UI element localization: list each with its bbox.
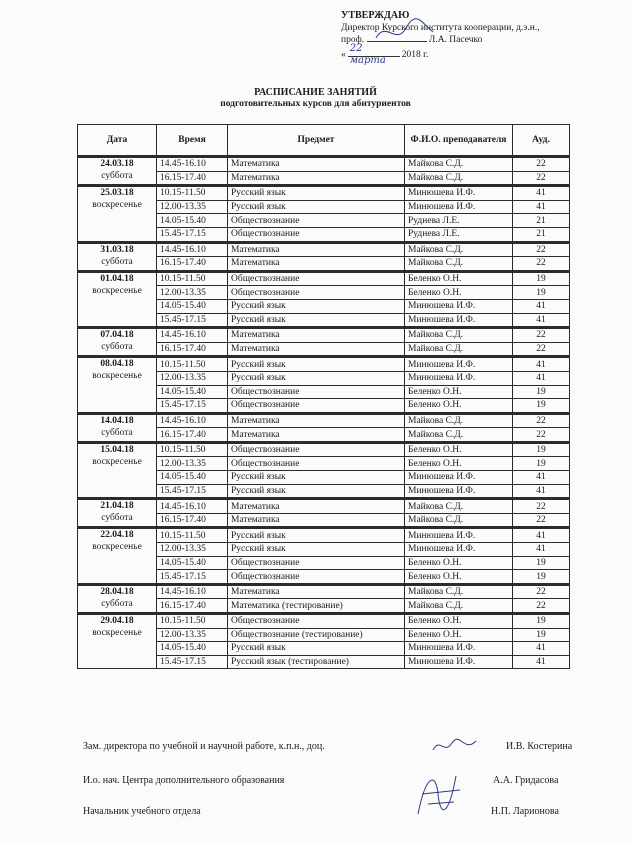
- time-cell: 15.45-17.15: [157, 655, 228, 669]
- time-cell: 14.45-16.10: [157, 413, 228, 428]
- time-cell: 14.45-16.10: [157, 584, 228, 599]
- teacher-cell: Майкова С.Д.: [405, 171, 513, 186]
- teacher-cell: Минюшева И.Ф.: [405, 655, 513, 669]
- sign2-name: А.А. Гридасова: [493, 775, 559, 786]
- teacher-cell: Минюшева И.Ф.: [405, 484, 513, 499]
- weekday: воскресенье: [92, 200, 142, 211]
- date-value: 29.04.18: [100, 616, 134, 626]
- time-cell: 16.15-17.40: [157, 513, 228, 528]
- teacher-cell: Майкова С.Д.: [405, 328, 513, 343]
- room-cell: 19: [513, 570, 570, 585]
- subject-cell: Обществознание: [228, 442, 405, 457]
- schedule-body: [78, 157, 570, 669]
- approval-line2: проф. Л.А. Пасечко: [341, 35, 483, 45]
- room-cell: 22: [513, 513, 570, 528]
- room-cell: 19: [513, 286, 570, 300]
- date-value: 31.03.18: [100, 244, 134, 255]
- teacher-cell: Майкова С.Д.: [405, 599, 513, 614]
- room-cell: 41: [513, 313, 570, 328]
- room-cell: 19: [513, 457, 570, 471]
- table-row: [78, 528, 570, 543]
- teacher-cell: Минюшева И.Ф.: [405, 299, 513, 313]
- weekday: воскресенье: [92, 628, 142, 638]
- date-cell: [78, 328, 157, 357]
- subject-cell: Русский язык: [228, 357, 405, 372]
- room-cell: 22: [513, 242, 570, 257]
- subject-cell: Математика: [228, 428, 405, 443]
- date-cell: [78, 584, 157, 613]
- table-row: [78, 186, 570, 201]
- weekday: суббота: [101, 342, 133, 353]
- signature-mark-1: [430, 735, 480, 757]
- date-value: 25.03.18: [100, 188, 134, 199]
- time-cell: 12.00-13.35: [157, 543, 228, 557]
- sign2-role: И.о. нач. Центра дополнительного образования: [83, 775, 285, 786]
- teacher-cell: Майкова С.Д.: [405, 428, 513, 443]
- time-cell: 10.15-11.50: [157, 357, 228, 372]
- time-cell: 10.15-11.50: [157, 271, 228, 286]
- room-cell: 41: [513, 543, 570, 557]
- approval-heading: УТВЕРЖДАЮ: [341, 10, 410, 21]
- subject-cell: Русский язык: [228, 313, 405, 328]
- subject-cell: Русский язык: [228, 200, 405, 214]
- subject-cell: Обществознание: [228, 214, 405, 228]
- room-cell: 41: [513, 299, 570, 313]
- subject-cell: Математика: [228, 499, 405, 514]
- subject-cell: Русский язык: [228, 642, 405, 656]
- time-cell: 10.15-11.50: [157, 614, 228, 629]
- sign1-name: И.В. Костерина: [506, 741, 573, 752]
- subject-cell: Обществознание: [228, 570, 405, 585]
- page-subtitle: подготовительных курсов для абитуриентов: [220, 99, 411, 109]
- time-cell: 16.15-17.40: [157, 171, 228, 186]
- room-cell: 22: [513, 328, 570, 343]
- date-cell: [78, 271, 157, 327]
- room-cell: 19: [513, 614, 570, 629]
- room-cell: 22: [513, 257, 570, 272]
- teacher-cell: Беленко О.Н.: [405, 286, 513, 300]
- room-cell: 41: [513, 357, 570, 372]
- teacher-cell: Беленко О.Н.: [405, 399, 513, 414]
- teacher-cell: Беленко О.Н.: [405, 385, 513, 399]
- table-row: [78, 357, 570, 372]
- subject-cell: Обществознание: [228, 271, 405, 286]
- teacher-cell: Беленко О.Н.: [405, 271, 513, 286]
- header-subject: Предмет: [228, 125, 405, 157]
- room-cell: 21: [513, 214, 570, 228]
- teacher-cell: Минюшева И.Ф.: [405, 642, 513, 656]
- weekday: суббота: [101, 598, 133, 609]
- date-cell: [78, 186, 157, 242]
- schedule-table: [77, 124, 570, 669]
- subject-cell: Математика: [228, 257, 405, 272]
- time-cell: 14.05-15.40: [157, 299, 228, 313]
- date-value: 14.04.18: [100, 415, 134, 426]
- time-cell: 15.45-17.15: [157, 570, 228, 585]
- table-row: [78, 499, 570, 514]
- subject-cell: Русский язык: [228, 471, 405, 485]
- date-cell: [78, 157, 157, 186]
- time-cell: 14.05-15.40: [157, 556, 228, 570]
- time-cell: 10.15-11.50: [157, 442, 228, 457]
- teacher-cell: Майкова С.Д.: [405, 242, 513, 257]
- teacher-cell: Минюшева И.Ф.: [405, 528, 513, 543]
- room-cell: 41: [513, 528, 570, 543]
- subject-cell: Обществознание: [228, 385, 405, 399]
- teacher-cell: Беленко О.Н.: [405, 614, 513, 629]
- teacher-cell: Руднева Л.Е.: [405, 214, 513, 228]
- room-cell: 19: [513, 385, 570, 399]
- header-time: Время: [157, 125, 228, 157]
- weekday: воскресенье: [92, 285, 142, 296]
- subject-cell: Математика (тестирование): [228, 599, 405, 614]
- room-cell: 19: [513, 442, 570, 457]
- subject-cell: Русский язык: [228, 528, 405, 543]
- signature-mark-2: [408, 764, 468, 824]
- subject-cell: Математика: [228, 513, 405, 528]
- time-cell: 12.00-13.35: [157, 457, 228, 471]
- room-cell: 41: [513, 655, 570, 669]
- teacher-cell: Минюшева И.Ф.: [405, 186, 513, 201]
- header-teacher: Ф.И.О. преподавателя: [405, 125, 513, 157]
- room-cell: 41: [513, 186, 570, 201]
- date-value: 01.04.18: [100, 273, 134, 284]
- room-cell: 22: [513, 428, 570, 443]
- time-cell: 16.15-17.40: [157, 257, 228, 272]
- date-value: 07.04.18: [100, 330, 134, 341]
- teacher-cell: Беленко О.Н.: [405, 457, 513, 471]
- sign3-role: Начальник учебного отдела: [83, 806, 201, 817]
- time-cell: 15.45-17.15: [157, 399, 228, 414]
- date-value: 28.04.18: [100, 586, 134, 597]
- room-cell: 19: [513, 628, 570, 642]
- teacher-cell: Минюшева И.Ф.: [405, 200, 513, 214]
- header-date: Дата: [78, 125, 157, 157]
- room-cell: 41: [513, 200, 570, 214]
- time-cell: 12.00-13.35: [157, 286, 228, 300]
- table-row: [78, 157, 570, 172]
- sign3-name: Н.П. Ларионова: [491, 806, 559, 817]
- teacher-cell: Беленко О.Н.: [405, 570, 513, 585]
- time-cell: 16.15-17.40: [157, 599, 228, 614]
- teacher-cell: Минюшева И.Ф.: [405, 543, 513, 557]
- subject-cell: Обществознание: [228, 399, 405, 414]
- date-value: 15.04.18: [100, 444, 134, 455]
- subject-cell: Обществознание: [228, 286, 405, 300]
- room-cell: 22: [513, 499, 570, 514]
- time-cell: 14.45-16.10: [157, 157, 228, 172]
- subject-cell: Математика: [228, 242, 405, 257]
- table-row: [78, 614, 570, 629]
- teacher-cell: Руднева Л.Е.: [405, 227, 513, 242]
- date-value: 08.04.18: [100, 359, 134, 370]
- date-cell: [78, 442, 157, 498]
- time-cell: 10.15-11.50: [157, 528, 228, 543]
- approval-block: [341, 10, 540, 66]
- table-row: [78, 242, 570, 257]
- time-cell: 12.00-13.35: [157, 371, 228, 385]
- weekday: воскресенье: [92, 456, 142, 467]
- weekday: воскресенье: [92, 542, 142, 553]
- subject-cell: Математика: [228, 342, 405, 357]
- time-cell: 14.05-15.40: [157, 642, 228, 656]
- time-cell: 14.05-15.40: [157, 471, 228, 485]
- time-cell: 12.00-13.35: [157, 200, 228, 214]
- date-value: 24.03.18: [100, 159, 134, 169]
- time-cell: 15.45-17.15: [157, 227, 228, 242]
- weekday: суббота: [101, 171, 133, 181]
- approval-line1: Директор Курского института кооперации, д.э.н.,: [341, 23, 540, 33]
- teacher-cell: Майкова С.Д.: [405, 513, 513, 528]
- teacher-cell: Майкова С.Д.: [405, 257, 513, 272]
- subject-cell: Русский язык: [228, 371, 405, 385]
- weekday: суббота: [101, 513, 133, 524]
- room-cell: 22: [513, 584, 570, 599]
- subject-cell: Обществознание: [228, 556, 405, 570]
- subject-cell: Математика: [228, 584, 405, 599]
- subject-cell: Русский язык (тестирование): [228, 655, 405, 669]
- room-cell: 19: [513, 271, 570, 286]
- time-cell: 14.05-15.40: [157, 385, 228, 399]
- date-cell: [78, 413, 157, 442]
- subject-cell: Математика: [228, 328, 405, 343]
- teacher-cell: Минюшева И.Ф.: [405, 313, 513, 328]
- subject-cell: Математика: [228, 171, 405, 186]
- time-cell: 15.45-17.15: [157, 484, 228, 499]
- page-title: РАСПИСАНИЕ ЗАНЯТИЙ: [254, 87, 377, 98]
- teacher-cell: Майкова С.Д.: [405, 157, 513, 172]
- teacher-cell: Беленко О.Н.: [405, 442, 513, 457]
- table-row: [78, 413, 570, 428]
- time-cell: 14.45-16.10: [157, 499, 228, 514]
- time-cell: 15.45-17.15: [157, 313, 228, 328]
- room-cell: 41: [513, 471, 570, 485]
- teacher-cell: Майкова С.Д.: [405, 584, 513, 599]
- time-cell: 16.15-17.40: [157, 342, 228, 357]
- approval-date: « 22 марта 2018 г.: [341, 43, 429, 66]
- room-cell: 22: [513, 413, 570, 428]
- subject-cell: Русский язык: [228, 543, 405, 557]
- approval-signer: Л.А. Пасечко: [428, 35, 483, 45]
- director-signature: [371, 18, 441, 48]
- room-cell: 22: [513, 342, 570, 357]
- date-cell: [78, 614, 157, 669]
- room-cell: 21: [513, 227, 570, 242]
- room-cell: 41: [513, 371, 570, 385]
- weekday: суббота: [101, 427, 133, 438]
- table-header-row: [78, 125, 570, 157]
- subject-cell: Русский язык: [228, 484, 405, 499]
- date-cell: [78, 242, 157, 271]
- teacher-cell: Беленко О.Н.: [405, 628, 513, 642]
- table-row: [78, 442, 570, 457]
- date-value: 21.04.18: [100, 501, 134, 512]
- teacher-cell: Минюшева И.Ф.: [405, 471, 513, 485]
- subject-cell: Обществознание: [228, 457, 405, 471]
- room-cell: 41: [513, 642, 570, 656]
- time-cell: 16.15-17.40: [157, 428, 228, 443]
- room-cell: 19: [513, 399, 570, 414]
- subject-cell: Математика: [228, 157, 405, 172]
- subject-cell: Обществознание (тестирование): [228, 628, 405, 642]
- teacher-cell: Минюшева И.Ф.: [405, 357, 513, 372]
- weekday: суббота: [101, 256, 133, 267]
- subject-cell: Обществознание: [228, 227, 405, 242]
- date-cell: [78, 357, 157, 413]
- table-row: [78, 271, 570, 286]
- time-cell: 14.05-15.40: [157, 214, 228, 228]
- room-cell: 19: [513, 556, 570, 570]
- table-row: [78, 584, 570, 599]
- sign1-role: Зам. директора по учебной и научной работе, к.п.н., доц.: [83, 741, 325, 752]
- time-cell: 14.45-16.10: [157, 242, 228, 257]
- subject-cell: Математика: [228, 413, 405, 428]
- teacher-cell: Майкова С.Д.: [405, 499, 513, 514]
- room-cell: 41: [513, 484, 570, 499]
- teacher-cell: Майкова С.Д.: [405, 342, 513, 357]
- handwritten-date: 22 марта: [348, 46, 400, 57]
- subject-cell: Обществознание: [228, 614, 405, 629]
- time-cell: 10.15-11.50: [157, 186, 228, 201]
- teacher-cell: Беленко О.Н.: [405, 556, 513, 570]
- time-cell: 14.45-16.10: [157, 328, 228, 343]
- room-cell: 22: [513, 157, 570, 172]
- room-cell: 22: [513, 171, 570, 186]
- date-cell: [78, 528, 157, 584]
- subject-cell: Русский язык: [228, 186, 405, 201]
- table-row: [78, 328, 570, 343]
- weekday: воскресенье: [92, 371, 142, 382]
- room-cell: 22: [513, 599, 570, 614]
- header-room: Ауд.: [513, 125, 570, 157]
- date-value: 22.04.18: [100, 530, 134, 541]
- date-cell: [78, 499, 157, 528]
- teacher-cell: Майкова С.Д.: [405, 413, 513, 428]
- time-cell: 12.00-13.35: [157, 628, 228, 642]
- subject-cell: Русский язык: [228, 299, 405, 313]
- teacher-cell: Минюшева И.Ф.: [405, 371, 513, 385]
